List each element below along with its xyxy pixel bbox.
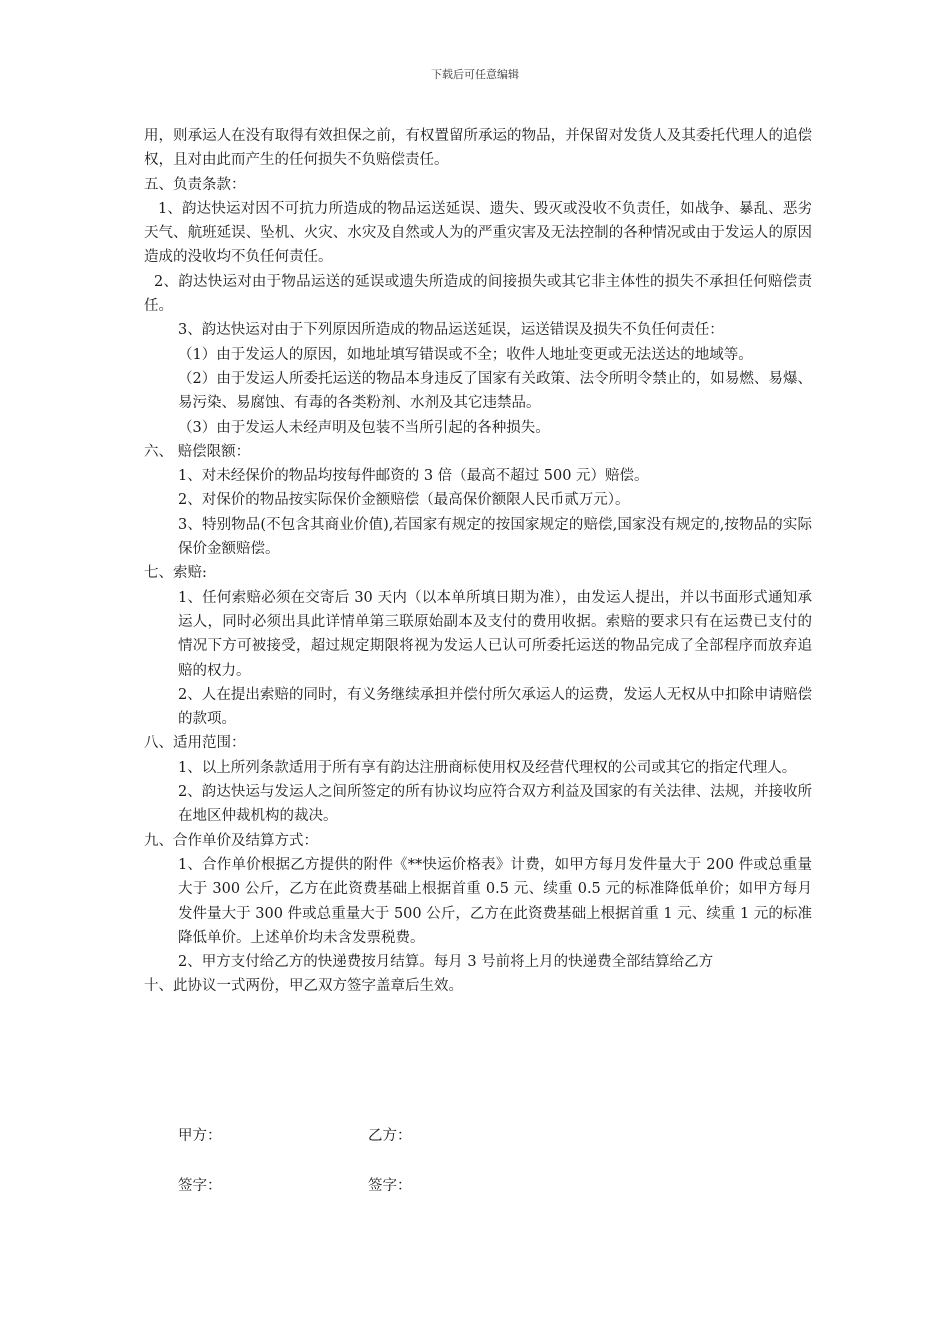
section-5-title: 五、负责条款： — [144, 176, 246, 193]
section-8-item-1: 1、以上所列条款适用于所有享有韵达注册商标使用权及经营代理权的公司或其它的指定代理人。 — [178, 759, 797, 776]
section-5-item-3-1: （1）由于发运人的原因，如地址填写错误或不全；收件人地址变更或无法送达的地域等。 — [178, 346, 753, 363]
section-9-title: 九、合作单价及结算方式： — [144, 832, 318, 849]
section-5-item-1: 1、韵达快运对因不可抗力所造成的物品运送延误、遗失、毁灭或没收不负责任，如战争、暴乱、恶劣天气、航班延误、坠机、火灾、水灾及自然或人为的严重灾害及无法控制的各种情况或由于发运人的原因造成的没收均不负任何责任。 — [144, 200, 812, 266]
section-5-item-2: 2、韵达快运对由于物品运送的延误或遗失所造成的间接损失或其它非主体性的损失不承担任何赔偿责任。 — [144, 273, 812, 315]
document-body — [144, 124, 812, 999]
section-7-item-2: 2、人在提出索赔的同时，有义务继续承担并偿付所欠承运人的运费，发运人无权从中扣除申请赔偿的款项。 — [178, 686, 812, 728]
page-header: 下载后可任意编辑 — [431, 68, 519, 81]
section-8-item-2: 2、韵达快运与发运人之间所签定的所有协议均应符合双方利益及国家的有关法律、法规，并接收所在地区仲裁机构的裁决。 — [178, 784, 812, 825]
section-10: 十、此协议一式两份，甲乙双方签字盖章后生效。 — [144, 978, 463, 995]
section-8-title: 八、适用范围： — [144, 735, 246, 752]
section-9-item-1: 1、合作单价根据乙方提供的附件《**快运价格表》计费，如甲方每月发件量大于 200 件或总重量大于 300 公斤，乙方在此资费基础上根据首重 0.5 元、续重 0.5 元的标准降低单价；如甲方每月发件量大于 300 件或总重量大于 500 公斤，乙方在此资费基础上根据首重 1 元、续重 1 元的标准降低单价。上述单价均未含发票税费。 — [178, 856, 812, 946]
section-5-item-3-3: （3）由于发运人未经声明及包装不当所引起的各种损失。 — [178, 419, 550, 436]
section-5-item-3-2: （2）由于发运人所委托运送的物品本身违反了国家有关政策、法令所明令禁止的，如易燃、易爆、易污染、易腐蚀、有毒的各类粉剂、水剂及其它违禁品。 — [178, 370, 812, 412]
party-a-signature-label: 签字： — [178, 1178, 222, 1194]
paragraph-continued: 用，则承运人在没有取得有效担保之前，有权置留所承运的物品，并保留对发货人及其委托代理人的追偿权，且对由此而产生的任何损失不负赔偿责任。 — [144, 128, 812, 169]
party-b-signature-label: 签字： — [368, 1178, 412, 1194]
section-7-title: 七、索赔: — [144, 565, 207, 582]
section-6-item-3: 3、特别物品(不包含其商业价值),若国家有规定的按国家规定的赔偿,国家没有规定的,按物品的实际保价金额赔偿。 — [178, 516, 812, 558]
party-a-label: 甲方： — [178, 1128, 222, 1144]
section-9-item-2: 2、甲方支付给乙方的快递费按月结算。每月 3 号前将上月的快递费全部结算给乙方 — [178, 954, 714, 971]
section-6-title: 六、 赔偿限额： — [144, 443, 251, 460]
party-b-label: 乙方： — [368, 1128, 412, 1144]
section-6-item-2: 2、对保价的物品按实际保价金额赔偿（最高保价额限人民币贰万元）。 — [178, 492, 630, 509]
section-6-item-1: 1、对未经保价的物品均按每件邮资的 3 倍（最高不超过 500 元）赔偿。 — [178, 468, 649, 485]
section-5-item-3: 3、韵达快运对由于下列原因所造成的物品运送延误，运送错误及损失不负任何责任： — [178, 322, 724, 339]
section-7-item-1: 1、任何索赔必须在交寄后 30 天内（以本单所填日期为准），由发运人提出，并以书面形式通知承运人，同时必须出具此详情单第三联原始副本及支付的费用收据。索赔的要求只有在运费已支付的情况下方可被接受，超过规定期限将视为发运人已认可所委托运送的物品完成了全部程序而放弃追赔的权力。 — [178, 589, 812, 679]
